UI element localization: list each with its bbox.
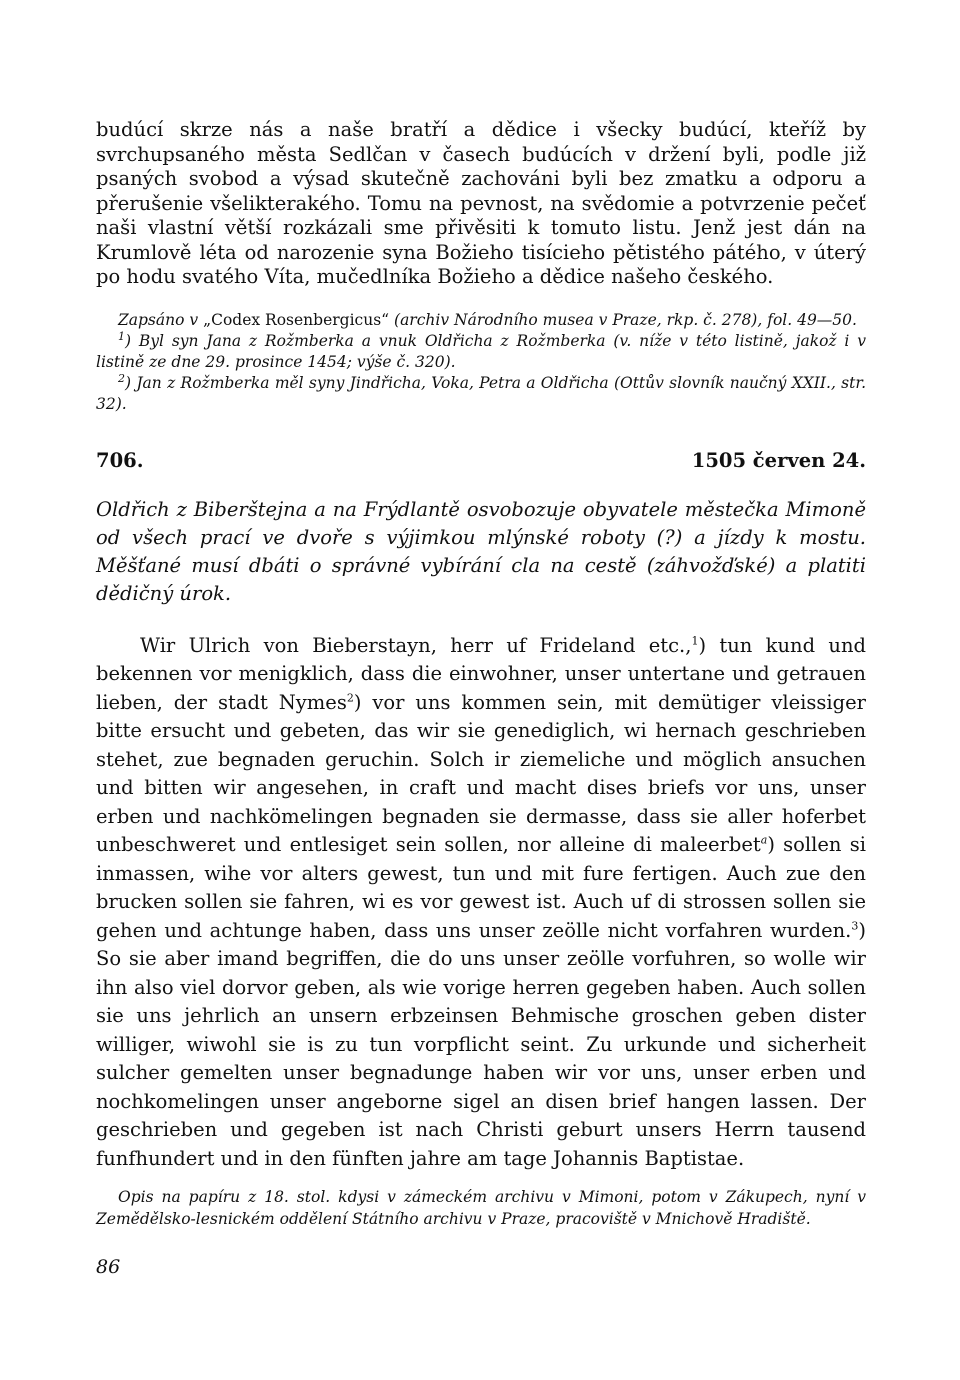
source-note: [96, 310, 866, 331]
document-page: [96, 118, 866, 1278]
document-summary: Oldřich z Biberštejna a na Frýdlantě osvobozuje obyvatele městečka Mimoně od všech prací ve dvoře s výjimkou mlýnské roboty (?) a jízdy k mostu. Měšťané musí dbáti o správné vybírání cla na cestě (záhvožďské) a platiti dědičný úrok.: [96, 497, 866, 605]
continuation-paragraph: budúcí skrze nás a naše bratří a dědice i všecky budúcí, kteříž by svrchupsaného města Sedlčan v časech budúcích v držení byli, podle již psaných svobod a výsad skutečně zachováni byli bez zmatku a odporu a přerušenie všelikterakého. Tomu na pevnost, na svědomie a potvrzenie pečeť naši vlastní větší rozkázali sme přivěsiti k tomuto listu. Jenž jest dán na Krumlově léta od narozenie syna Božieho tisícieho pětistého pátého, v úterý po hodu svatého Víta, mučedlníka Božieho a dědice našeho českého.: [96, 118, 866, 288]
document-body: [96, 632, 866, 1174]
body-part-5: ) So sie aber imand begriffen, die do uns unser zeölle vorfuhren, so wolle wir ihn also viel dorvor geben, als wie vorige herren gegeben haben. Auch sollen sie uns jehrlich an unsern erbzeinsen Behmische groschen geben dister williger, wiwohl sie is zu tun vorpflicht seint. Zu urkunde und sicherheit sulcher gemelten unser begnadunge haben wir vor uns, unser erben und nochkomelingen unser angeborne sigel an disen brief hangen lassen. Der geschrieben und gegeben ist nach Christi geburt unsers Herrn tausend funfhundert und in den fünften jahre am tage Johannis Baptistae.: [96, 918, 866, 1170]
footnote-2: [96, 373, 866, 415]
source-note-codex: „Codex Rosenbergicus“: [203, 310, 390, 329]
archive-note: Opis na papíru z 18. stol. kdysi v zámeckém archivu v Mimoni, potom v Zákupech, nyní v Zemědělsko-lesnickém oddělení Státního archivu v Praze, pracoviště v Mnichově Hradiště.: [96, 1188, 866, 1228]
body-part-2: ) tun kund und bekennen vor menigklich, dass die einwohner, unser untertane und getrauen lieben, der stadt Nymes: [96, 633, 866, 714]
footnote-1: [96, 331, 866, 373]
body-part-1: Wir Ulrich von Bieberstayn, herr uf Frideland etc.,: [140, 633, 692, 657]
body-footnote-mark-2: 2: [346, 691, 354, 704]
body-footnote-mark-1: 1: [691, 634, 699, 647]
document-date: 1505 červen 24.: [691, 448, 866, 472]
document-header: [96, 449, 866, 472]
footnote-2-text: ) Jan z Rožmberka měl syny Jindřicha, Voka, Petra a Oldřicha (Ottův slovník naučný XXII., str. 32).: [96, 373, 866, 413]
source-note-suffix: (archiv Národního musea v Praze, rkp. č. 278), fol. 49—50.: [389, 310, 857, 329]
footnote-2-mark: 2: [118, 371, 125, 385]
body-part-3: ) vor uns kommen sein, mit demütiger vleissiger bitte ersucht und gebeten, das wir sie genediglich, wi hernach geschrieben stehet, zue begnaden geruchin. Solch ir ziemeliche und möglich ansuchen und bitten wir angesehen, in craft und macht dises briefs vor uns, unser erben und nachkömelingen begnaden sie dermasse, dass sie aller hoferbet unbeschweret und entlesiget sein sollen, nor alleine di maleerbet: [96, 690, 866, 856]
source-note-prefix: Zapsáno v: [118, 310, 204, 329]
page-number: 86: [96, 1256, 121, 1278]
footnote-1-mark: 1: [118, 329, 125, 343]
document-number: 706.: [96, 448, 144, 472]
body-footnote-mark-3: 3: [851, 919, 859, 932]
body-footnote-mark-a: a: [760, 833, 768, 847]
body-part-4: ) sollen si inmassen, wihe vor alters gewest, tun und mit fure fertigen. Auch zue den brucken sollen sie fahren, wi es vor gewest ist. Auch uf di strossen sollen sie gehen und achtunge haben, dass uns unser zeölle nicht vorfahren wurden.: [96, 833, 866, 942]
footnote-1-text: ) Byl syn Jana z Rožmberka a vnuk Oldřicha z Rožmberka (v. níže v této listině, jakož i v listině ze dne 29. prosince 1454; výše č. 320).: [96, 331, 866, 371]
